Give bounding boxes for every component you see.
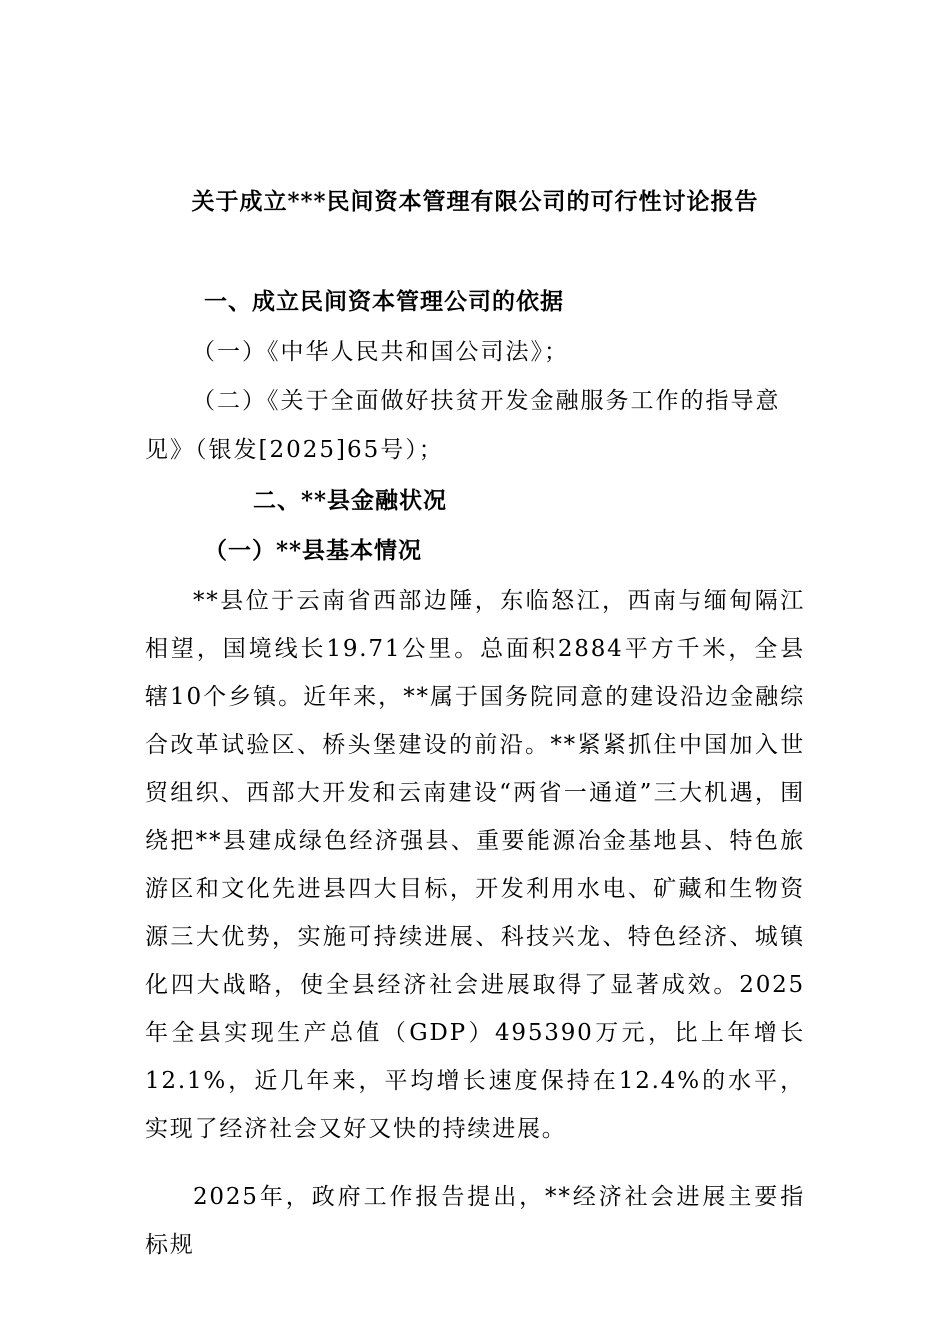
body-paragraph-2: 2025年，政府工作报告提出，**经济社会进展主要指标规 [145, 1184, 805, 1258]
body-paragraph-1: **县位于云南省西部边陲，东临怒江，西南与缅甸隔江相望，国境线长19.71公里。总面积2884平方千米，全县辖10个乡镇。近年来，**属于国务院同意的建设沿边金融综合改革试验区、桥头堡建设的前沿。**紧紧抓住中国加入世贸组织、西部大开发和云南建设“两省一通道”三大机遇，围绕把**县建成绿色经济强县、重要能源冶金基地县、特色旅游区和文化先进县四大目标，开发利用水电、矿藏和生物资源三大优势，实施可持续进展、科技兴龙、特色经济、城镇化四大战略，使全县经济社会进展取得了显著成效。2025年全县实现生产总值（GDP）495390万元，比上年增长12.1%，近几年来，平均增长速度保持在12.4%的水平，实现了经济社会又好又快的持续进展。 [145, 588, 805, 1142]
section-2-heading: 二、**县金融状况 [253, 487, 448, 514]
section-1-heading: 一、成立民间资本管理公司的依据 [204, 288, 564, 315]
section-1-item-1: （一）《中华人民共和国公司法》； [192, 339, 569, 365]
section-2-subheading-1: （一）**县基本情况 [204, 537, 423, 564]
document-title: 关于成立***民间资本管理有限公司的可行性讨论报告 [191, 188, 759, 215]
section-1-item-2-line-2: 见》（银发[2025]65号）； [145, 437, 444, 463]
section-1-item-2-line-1: （二）《关于全面做好扶贫开发金融服务工作的指导意 [192, 388, 781, 414]
